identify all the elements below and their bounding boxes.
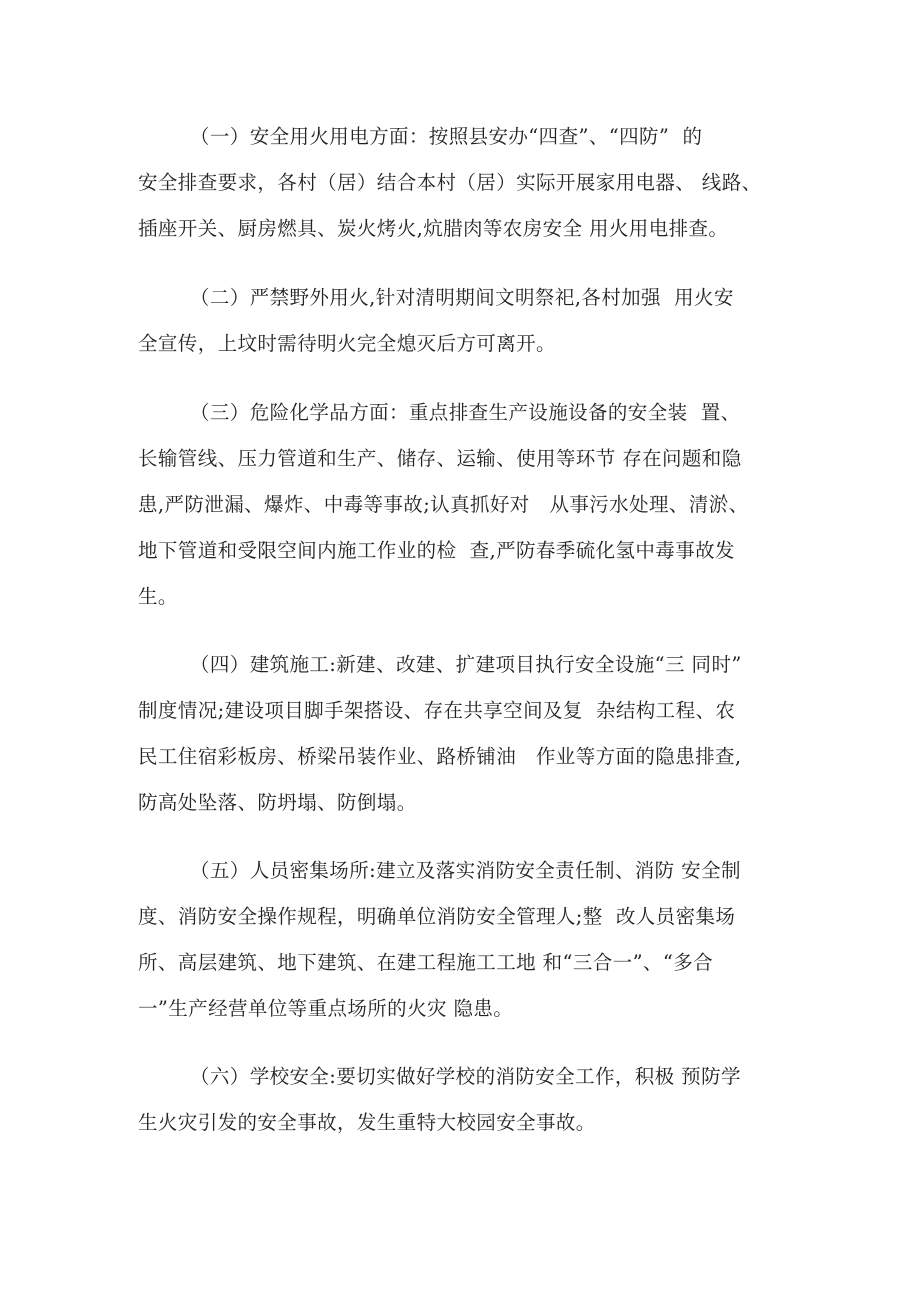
paragraph-line: 所、高层建筑、地下建筑、在建工程施工工地 和“三合一”、“多合 <box>138 951 714 974</box>
paragraph-line: 安全排查要求，各村（居）结合本村（居）实际开展家用电器、 线路、 <box>138 171 762 194</box>
paragraph-3 <box>138 390 798 620</box>
paragraph-line: （五）人员密集场所:建立及落实消防安全责任制、消防 安全制 <box>190 859 741 882</box>
paragraph-line: 制度情况;建设项目脚手架搭设、存在共享空间及复 杂结构工程、农 <box>138 699 736 722</box>
paragraph-line: 民工住宿彩板房、桥梁吊装作业、路桥铺油 作业等方面的隐患排查, <box>138 745 742 768</box>
paragraph-line: 生火灾引发的安全事故，发生重特大校园安全事故。 <box>138 1111 596 1134</box>
paragraph-line: 一”生产经营单位等重点场所的火灾 隐患。 <box>138 997 514 1020</box>
paragraph-line: 插座开关、厨房燃具、炭火烤火,炕腊肉等农房安全 用火用电排查。 <box>138 217 729 240</box>
paragraph-1 <box>138 114 798 252</box>
paragraph-line: （三）危险化学品方面：重点排查生产设施设备的安全装 置、 <box>190 401 741 424</box>
paragraph-line: 长输管线、压力管道和生产、储存、运输、使用等环节 存在问题和隐 <box>138 447 742 470</box>
paragraph-line: 地下管道和受限空间内施工作业的检 查,严防春季硫化氢中毒事故发 <box>138 539 735 562</box>
paragraph-line: （六）学校安全:要切实做好学校的消防安全工作，积极 预防学 <box>190 1065 741 1088</box>
paragraph-4 <box>138 642 798 826</box>
paragraph-line: （四）建筑施工:新建、改建、扩建项目执行安全设施“三 同时” <box>190 653 742 676</box>
paragraph-line: 生。 <box>138 585 178 608</box>
paragraph-line: 患,严防泄漏、爆炸、中毒等事故;认真抓好对 从事污水处理、清淤、 <box>138 493 749 516</box>
paragraph-6 <box>138 1054 798 1146</box>
paragraph-line: （一）安全用火用电方面：按照县安办“四查”、“四防” 的 <box>190 125 703 148</box>
paragraph-line: 全宣传，上坟时需待明火完全熄灭后方可离开。 <box>138 332 556 355</box>
paragraph-2 <box>138 275 798 367</box>
paragraph-5 <box>138 848 798 1032</box>
paragraph-line: （二）严禁野外用火,针对清明期间文明祭祀,各村加强 用火安 <box>190 286 734 309</box>
paragraph-line: 防高处坠落、防坍塌、防倒塌。 <box>138 791 417 814</box>
paragraph-line: 度、消防安全操作规程，明确单位消防安全管理人;整 改人员密集场 <box>138 905 736 928</box>
